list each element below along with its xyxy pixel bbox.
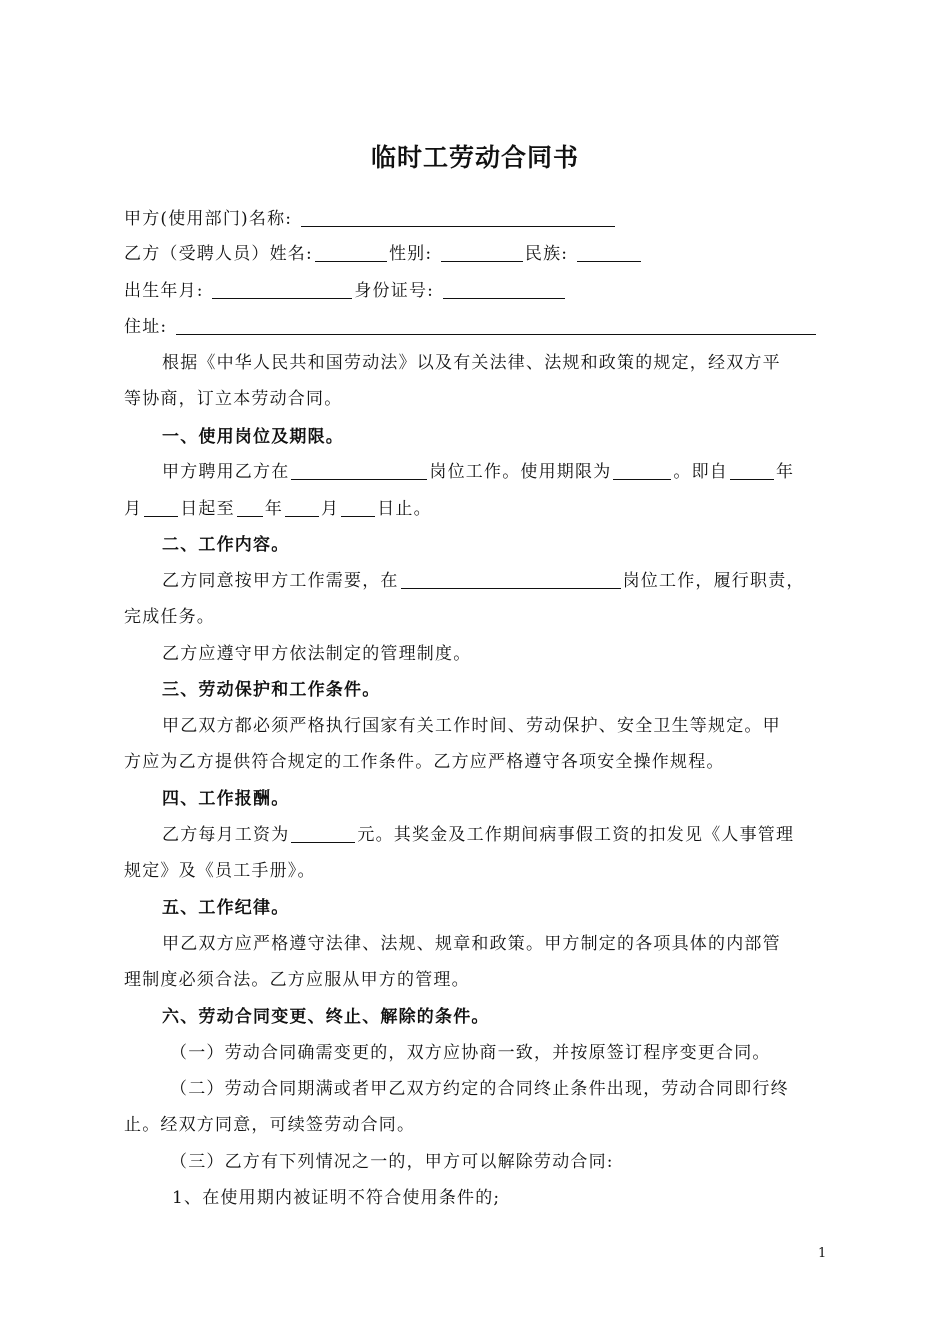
section-4-line-2: 规定》及《员工手册》。 (124, 861, 316, 881)
preamble-line-1: 根据《中华人民共和国劳动法》以及有关法律、法规和政策的规定，经双方平 (162, 353, 781, 373)
s1-text-d: 年 (776, 462, 795, 482)
address-blank (176, 316, 816, 335)
end-month-blank (285, 498, 319, 517)
term-blank (613, 461, 671, 480)
birth-line (124, 278, 834, 304)
work-post-blank (401, 570, 621, 589)
section-2-line-3: 乙方应遵守甲方依法制定的管理制度。 (162, 644, 472, 664)
section-4-heading: 四、工作报酬。 (162, 789, 290, 809)
section-6-clause-3: （三）乙方有下列情况之一的，甲方可以解除劳动合同: (170, 1152, 614, 1172)
s1-text-e: 月 (124, 499, 143, 519)
s4-text-b: 元。其奖金及工作期间病事假工资的扣发见《人事管理 (357, 825, 795, 845)
s1-text-f: 日起至 (180, 499, 235, 519)
id-number-blank (443, 280, 565, 299)
section-3-line-1: 甲乙双方都必须严格执行国家有关工作时间、劳动保护、安全卫生等规定。甲 (162, 716, 781, 736)
birth-label: 出生年月: (124, 281, 204, 301)
end-year-blank (237, 498, 263, 517)
section-1-line-2 (124, 496, 834, 522)
s1-text-c: 。即自 (673, 462, 729, 482)
birth-blank (212, 280, 352, 299)
party-a-name-blank (301, 208, 615, 227)
gender-label: 性别: (388, 244, 433, 264)
end-day-blank (341, 498, 375, 517)
s2-text-a: 乙方同意按甲方工作需要，在 (162, 571, 399, 591)
s1-text-i: 日止。 (377, 499, 432, 519)
section-3-heading: 三、劳动保护和工作条件。 (162, 680, 381, 700)
s1-text-b: 岗位工作。使用期限为 (429, 462, 612, 482)
s1-text-a: 甲方聘用乙方在 (162, 462, 290, 482)
address-line (124, 314, 834, 340)
ethnicity-blank (577, 243, 641, 262)
document-title: 临时工劳动合同书 (370, 143, 579, 172)
section-5-line-1: 甲乙双方应严格遵守法律、法规、规章和政策。甲方制定的各项具体的内部管 (162, 934, 781, 954)
s2-text-b: 岗位工作，履行职责， (622, 571, 805, 591)
section-2-heading: 二、工作内容。 (162, 535, 290, 555)
section-1-heading: 一、使用岗位及期限。 (162, 427, 344, 447)
section-6-clause-2-line-1: （二）劳动合同期满或者甲乙双方约定的合同终止条件出现，劳动合同即行终 (170, 1079, 789, 1099)
party-a-line (124, 206, 834, 232)
section-6-heading: 六、劳动合同变更、终止、解除的条件。 (162, 1007, 490, 1027)
section-5-line-2: 理制度必须合法。乙方应服从甲方的管理。 (124, 970, 470, 990)
ethnicity-label: 民族: (524, 244, 569, 264)
party-b-name-blank (315, 243, 387, 262)
section-6-item-1: 1、在使用期内被证明不符合使用条件的; (172, 1188, 501, 1208)
s4-text-a: 乙方每月工资为 (162, 825, 290, 845)
post-blank (291, 461, 427, 480)
section-6-clause-1: （一）劳动合同确需变更的，双方应协商一致，并按原签订程序变更合同。 (170, 1043, 771, 1063)
section-3-line-2: 方应为乙方提供符合规定的工作条件。乙方应严格遵守各项安全操作规程。 (124, 752, 725, 772)
section-5-heading: 五、工作纪律。 (162, 898, 290, 918)
s1-text-g: 年 (264, 499, 284, 519)
gender-blank (441, 243, 523, 262)
start-month-blank (144, 498, 178, 517)
party-b-line (124, 241, 834, 267)
section-2-line-1 (162, 568, 834, 594)
start-year-blank (730, 461, 774, 480)
section-6-clause-2-line-2: 止。经双方同意，可续签劳动合同。 (124, 1115, 416, 1135)
party-b-name-label: 乙方（受聘人员）姓名: (124, 244, 313, 264)
party-a-label: 甲方(使用部门)名称: (124, 209, 293, 229)
salary-blank (291, 824, 355, 843)
preamble-line-2: 等协商，订立本劳动合同。 (124, 389, 343, 409)
section-2-line-2: 完成任务。 (124, 607, 215, 627)
id-number-label: 身份证号: (354, 281, 435, 301)
page-number: 1 (818, 1246, 827, 1261)
s1-text-h: 月 (321, 499, 340, 519)
section-1-line-1 (162, 459, 834, 485)
section-4-line-1 (162, 822, 834, 848)
address-label: 住址: (124, 317, 168, 337)
